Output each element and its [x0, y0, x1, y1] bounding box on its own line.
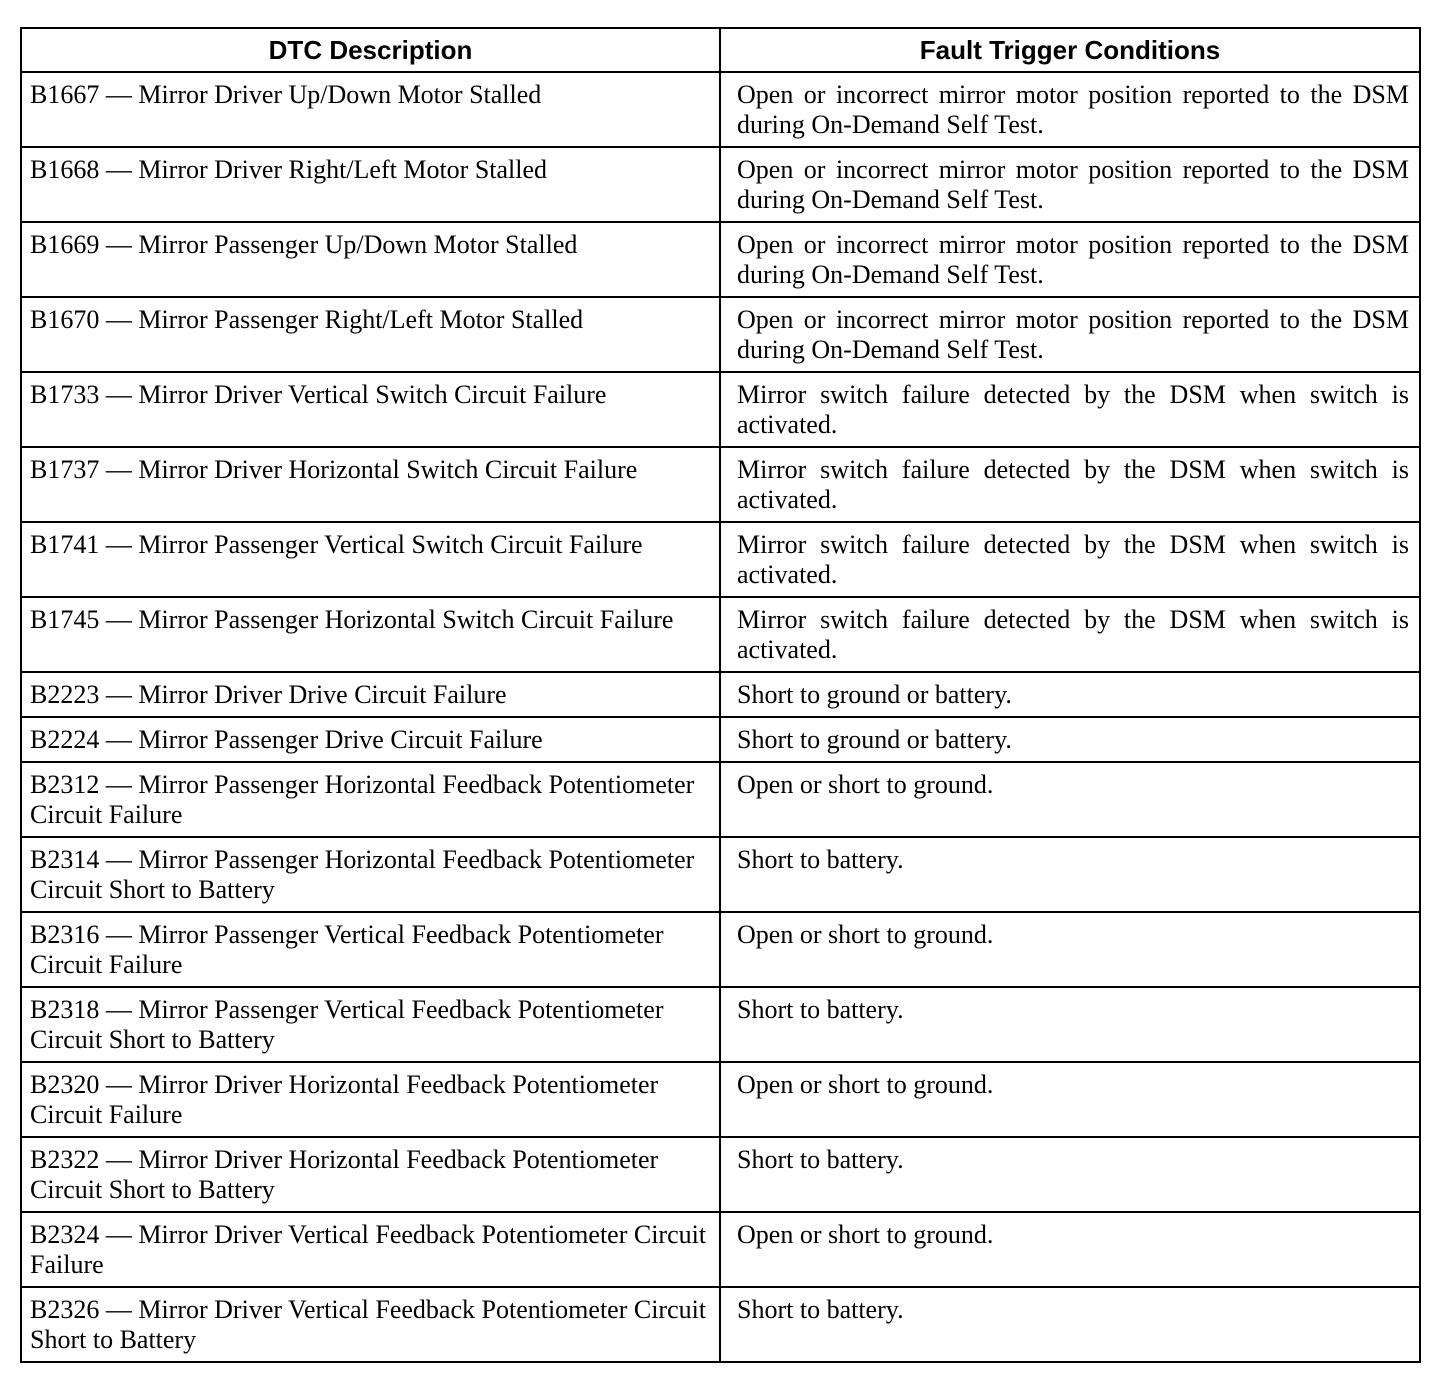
dtc-description-cell: B2322 — Mirror Driver Horizontal Feedback Potentiometer Circuit Short to Battery [21, 1137, 720, 1212]
fault-condition-cell: Mirror switch failure detected by the DSM when switch is activated. [720, 447, 1420, 522]
dtc-description-cell: B1741 — Mirror Passenger Vertical Switch Circuit Failure [21, 522, 720, 597]
table-row [21, 147, 1420, 222]
fault-condition-cell: Open or short to ground. [720, 762, 1420, 837]
table-row [21, 1212, 1420, 1287]
dtc-description-cell: B2318 — Mirror Passenger Vertical Feedback Potentiometer Circuit Short to Battery [21, 987, 720, 1062]
dtc-description-cell: B2224 — Mirror Passenger Drive Circuit Failure [21, 717, 720, 762]
table-row [21, 597, 1420, 672]
table-row [21, 372, 1420, 447]
table-row [21, 297, 1420, 372]
dtc-description-cell: B1670 — Mirror Passenger Right/Left Motor Stalled [21, 297, 720, 372]
fault-condition-cell: Open or short to ground. [720, 912, 1420, 987]
dtc-description-cell: B1669 — Mirror Passenger Up/Down Motor Stalled [21, 222, 720, 297]
fault-condition-cell: Mirror switch failure detected by the DSM when switch is activated. [720, 372, 1420, 447]
dtc-description-cell: B2324 — Mirror Driver Vertical Feedback Potentiometer Circuit Failure [21, 1212, 720, 1287]
table-header [21, 28, 1420, 72]
table-row [21, 912, 1420, 987]
table-row [21, 72, 1420, 147]
header-dtc-description: DTC Description [21, 28, 720, 72]
table-row [21, 447, 1420, 522]
dtc-description-cell: B1667 — Mirror Driver Up/Down Motor Stalled [21, 72, 720, 147]
fault-condition-cell: Open or incorrect mirror motor position reported to the DSM during On-Demand Self Test. [720, 222, 1420, 297]
fault-condition-cell: Short to battery. [720, 1287, 1420, 1362]
dtc-table [20, 27, 1421, 1363]
header-row [21, 28, 1420, 72]
dtc-description-cell: B1737 — Mirror Driver Horizontal Switch Circuit Failure [21, 447, 720, 522]
fault-condition-cell: Open or incorrect mirror motor position reported to the DSM during On-Demand Self Test. [720, 147, 1420, 222]
table-row [21, 762, 1420, 837]
dtc-description-cell: B2314 — Mirror Passenger Horizontal Feedback Potentiometer Circuit Short to Battery [21, 837, 720, 912]
dtc-description-cell: B2326 — Mirror Driver Vertical Feedback Potentiometer Circuit Short to Battery [21, 1287, 720, 1362]
table-row [21, 987, 1420, 1062]
fault-condition-cell: Open or short to ground. [720, 1212, 1420, 1287]
table-row [21, 672, 1420, 717]
fault-condition-cell: Short to battery. [720, 987, 1420, 1062]
table-row [21, 222, 1420, 297]
dtc-description-cell: B2312 — Mirror Passenger Horizontal Feedback Potentiometer Circuit Failure [21, 762, 720, 837]
fault-condition-cell: Open or incorrect mirror motor position reported to the DSM during On-Demand Self Test. [720, 72, 1420, 147]
table-row [21, 522, 1420, 597]
dtc-description-cell: B1668 — Mirror Driver Right/Left Motor Stalled [21, 147, 720, 222]
dtc-description-cell: B1733 — Mirror Driver Vertical Switch Circuit Failure [21, 372, 720, 447]
table-row [21, 717, 1420, 762]
dtc-description-cell: B2320 — Mirror Driver Horizontal Feedback Potentiometer Circuit Failure [21, 1062, 720, 1137]
fault-condition-cell: Short to battery. [720, 837, 1420, 912]
fault-condition-cell: Mirror switch failure detected by the DSM when switch is activated. [720, 597, 1420, 672]
fault-condition-cell: Mirror switch failure detected by the DSM when switch is activated. [720, 522, 1420, 597]
table-body [21, 72, 1420, 1362]
dtc-description-cell: B2223 — Mirror Driver Drive Circuit Failure [21, 672, 720, 717]
table-row [21, 1137, 1420, 1212]
header-fault-trigger-conditions: Fault Trigger Conditions [720, 28, 1420, 72]
table-row [21, 1062, 1420, 1137]
dtc-description-cell: B2316 — Mirror Passenger Vertical Feedback Potentiometer Circuit Failure [21, 912, 720, 987]
fault-condition-cell: Short to battery. [720, 1137, 1420, 1212]
fault-condition-cell: Open or incorrect mirror motor position reported to the DSM during On-Demand Self Test. [720, 297, 1420, 372]
dtc-description-cell: B1745 — Mirror Passenger Horizontal Switch Circuit Failure [21, 597, 720, 672]
fault-condition-cell: Short to ground or battery. [720, 717, 1420, 762]
fault-condition-cell: Short to ground or battery. [720, 672, 1420, 717]
table-row [21, 837, 1420, 912]
table-row [21, 1287, 1420, 1362]
fault-condition-cell: Open or short to ground. [720, 1062, 1420, 1137]
